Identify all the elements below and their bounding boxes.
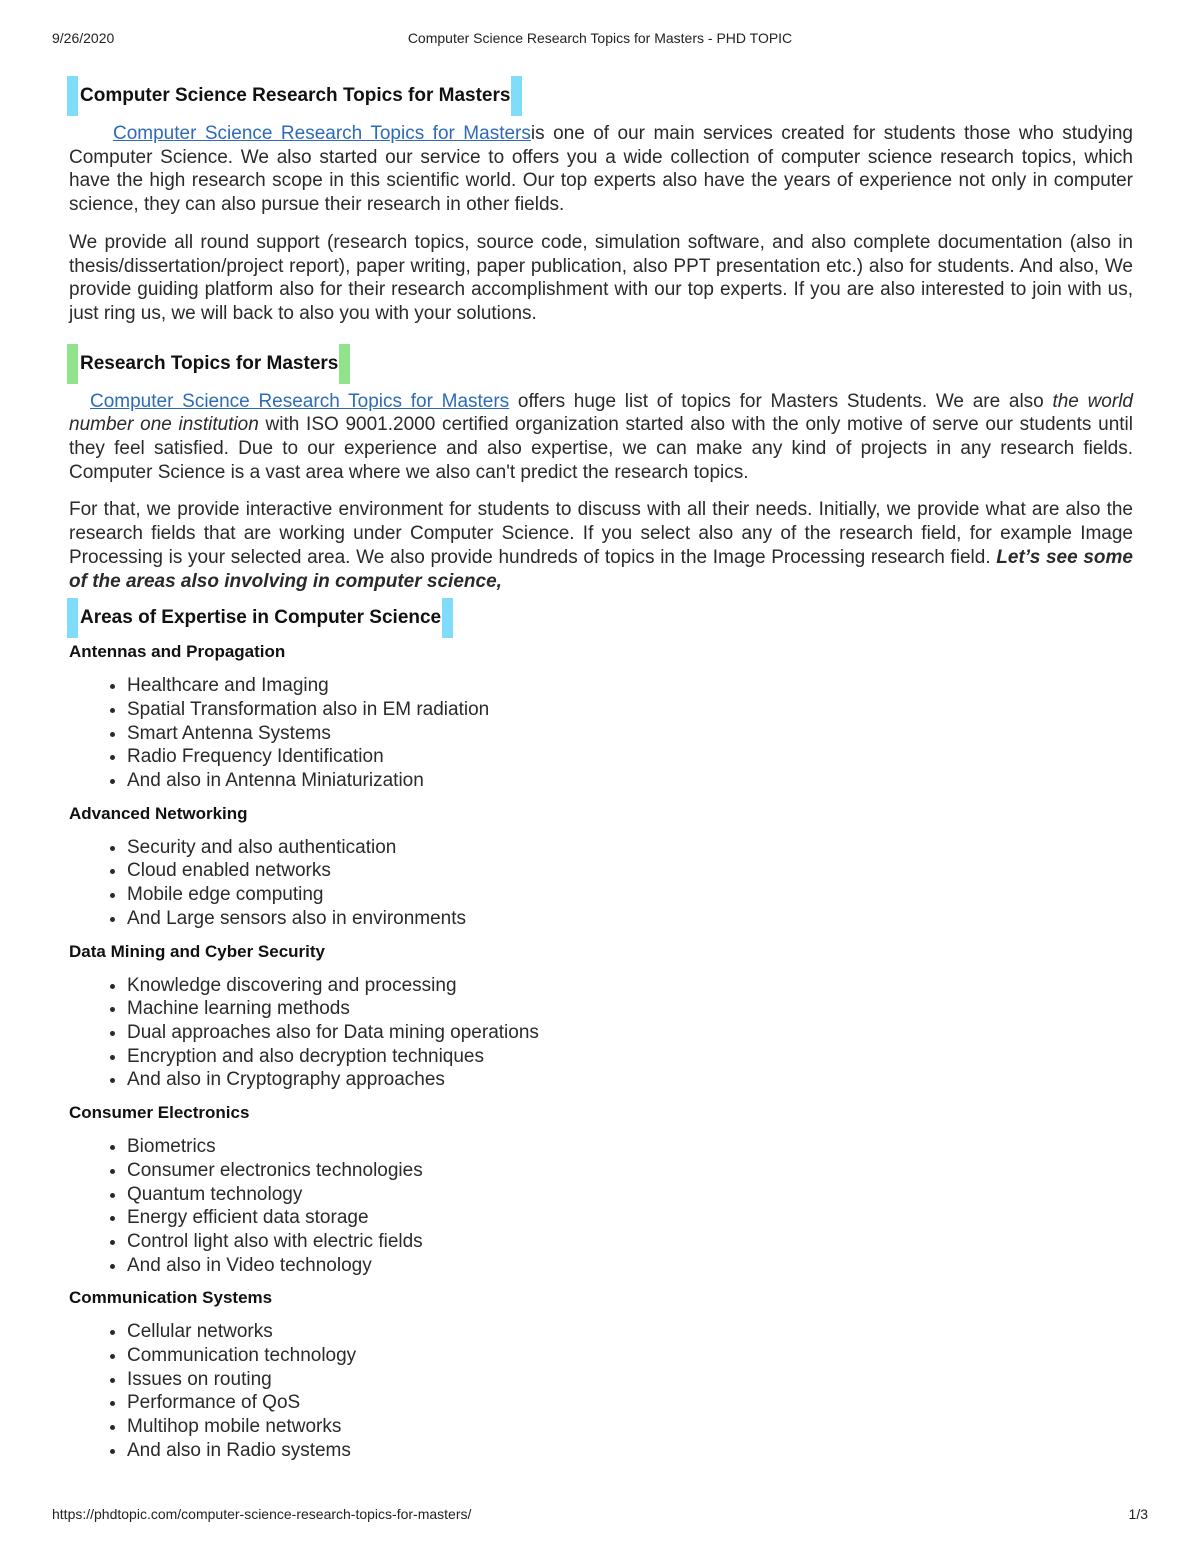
list-item: • And Large sensors also in environments	[127, 907, 1133, 931]
heading-accent-bar-left	[67, 598, 78, 638]
list-item: • Spatial Transformation also in EM radiation	[127, 698, 1133, 722]
list-item: • Control light also with electric fields	[127, 1230, 1133, 1254]
topics-link[interactable]: Computer Science Research Topics for Masters	[113, 123, 531, 144]
print-url: https://phdtopic.com/computer-science-research-topics-for-masters/	[52, 1506, 472, 1522]
intro-text: is one of our main services created for students those who studying Computer Science. We also started our service to offers you a wide collection of computer science research topics, which have the high research scope in this scientific world. Our top experts also have the years of experience not only in computer science, they can also pursue their research in other fields.	[69, 123, 1134, 216]
group-title: Antennas and Propagation	[69, 642, 286, 662]
list-item: • And also in Cryptography approaches	[127, 1068, 1133, 1092]
heading-areas-of-expertise	[67, 598, 1133, 638]
group-title: Data Mining and Cyber Security	[69, 941, 325, 961]
intro-paragraph	[69, 122, 1133, 217]
heading-text: Areas of Expertise in Computer Science	[80, 607, 442, 629]
expertise-groups	[69, 641, 1133, 1462]
list-item: • Cloud enabled networks	[127, 859, 1133, 883]
topic-list	[69, 1320, 1133, 1462]
print-header	[52, 30, 1148, 48]
environment-text-bold-italic: Let’s see some of the areas also involving in computer science,	[69, 546, 1133, 592]
list-item: • Healthcare and Imaging	[127, 674, 1133, 698]
group-title: Communication Systems	[69, 1288, 273, 1308]
list-item: • Performance of QoS	[127, 1391, 1133, 1415]
list-item: • And also in Antenna Miniaturization	[127, 769, 1133, 793]
topic-list	[69, 836, 1133, 931]
heading-research-topics-for-masters	[67, 344, 1133, 384]
masters-text-a: offers huge list of topics for Masters Students. We are also	[509, 390, 1053, 412]
list-item: • Dual approaches also for Data mining operations	[127, 1021, 1133, 1045]
list-item: • Cellular networks	[127, 1320, 1133, 1344]
masters-text-b: with ISO 9001.2000 certified organization started also with the only motive of serve our students until they feel satisfied. Due to our experience and also expertise, we can make any kind of projects in any research fields. Computer Science is a vast area where we also can't predict the research topics.	[69, 414, 1134, 483]
masters-paragraph	[69, 390, 1133, 485]
group-title: Consumer Electronics	[69, 1103, 250, 1123]
list-item: • Multihop mobile networks	[127, 1415, 1133, 1439]
heading-text: Research Topics for Masters	[80, 352, 339, 374]
list-item: • Biometrics	[127, 1135, 1133, 1159]
topic-list	[69, 1135, 1133, 1277]
list-item: • Communication technology	[127, 1344, 1133, 1368]
heading-accent-bar-right	[339, 344, 350, 384]
print-date: 9/26/2020	[52, 30, 115, 46]
list-item: • Quantum technology	[127, 1183, 1133, 1207]
heading-accent-bar-left	[67, 344, 78, 384]
topics-link[interactable]: Computer Science Research Topics for Masters	[90, 390, 510, 412]
list-item: • And also in Video technology	[127, 1254, 1133, 1278]
list-item: • Consumer electronics technologies	[127, 1159, 1133, 1183]
list-item: • Security and also authentication	[127, 836, 1133, 860]
heading-computer-science-research-topics	[67, 76, 1133, 116]
group-title: Advanced Networking	[69, 803, 248, 823]
environment-text: For that, we provide interactive environment for students to discuss with all their needs. Initially, we provide what are also the research fields that are working under Computer Science. If you select also any of the research field, for example Image Processing is your selected area. We also provide hundreds of topics in the Image Processing research field.	[69, 499, 1133, 568]
list-item: • Energy efficient data storage	[127, 1206, 1133, 1230]
heading-accent-bar-left	[67, 76, 78, 116]
heading-text: Computer Science Research Topics for Masters	[80, 85, 511, 106]
masters-text-italic: the world number one institution	[69, 390, 1133, 436]
topic-list	[69, 674, 1133, 793]
environment-paragraph	[69, 498, 1133, 593]
list-item: • Knowledge discovering and processing	[127, 974, 1133, 998]
heading-accent-bar-right	[442, 598, 453, 638]
list-item: • Encryption and also decryption techniques	[127, 1045, 1133, 1069]
list-item: • And also in Radio systems	[127, 1439, 1133, 1463]
print-page-title: Computer Science Research Topics for Masters - PHD TOPIC	[407, 30, 793, 46]
page-number: 1/3	[1128, 1506, 1148, 1522]
article-content	[69, 76, 1133, 1463]
list-item: • Mobile edge computing	[127, 883, 1133, 907]
support-paragraph: We provide all round support (research topics, source code, simulation software, and also complete documentation (also in thesis/dissertation/project report), paper writing, paper publication, also PPT presentation etc.) also for students. And also, We provide guiding platform also for their research accomplishment with our top experts. If you are also interested to join with us, just ring us, we will back to also you with your solutions.	[69, 231, 1133, 324]
list-item: • Radio Frequency Identification	[127, 745, 1133, 769]
print-footer	[52, 1506, 1148, 1524]
list-item: • Issues on routing	[127, 1368, 1133, 1392]
list-item: • Smart Antenna Systems	[127, 722, 1133, 746]
topic-list	[69, 974, 1133, 1093]
heading-accent-bar-right	[511, 76, 522, 116]
list-item: • Machine learning methods	[127, 997, 1133, 1021]
